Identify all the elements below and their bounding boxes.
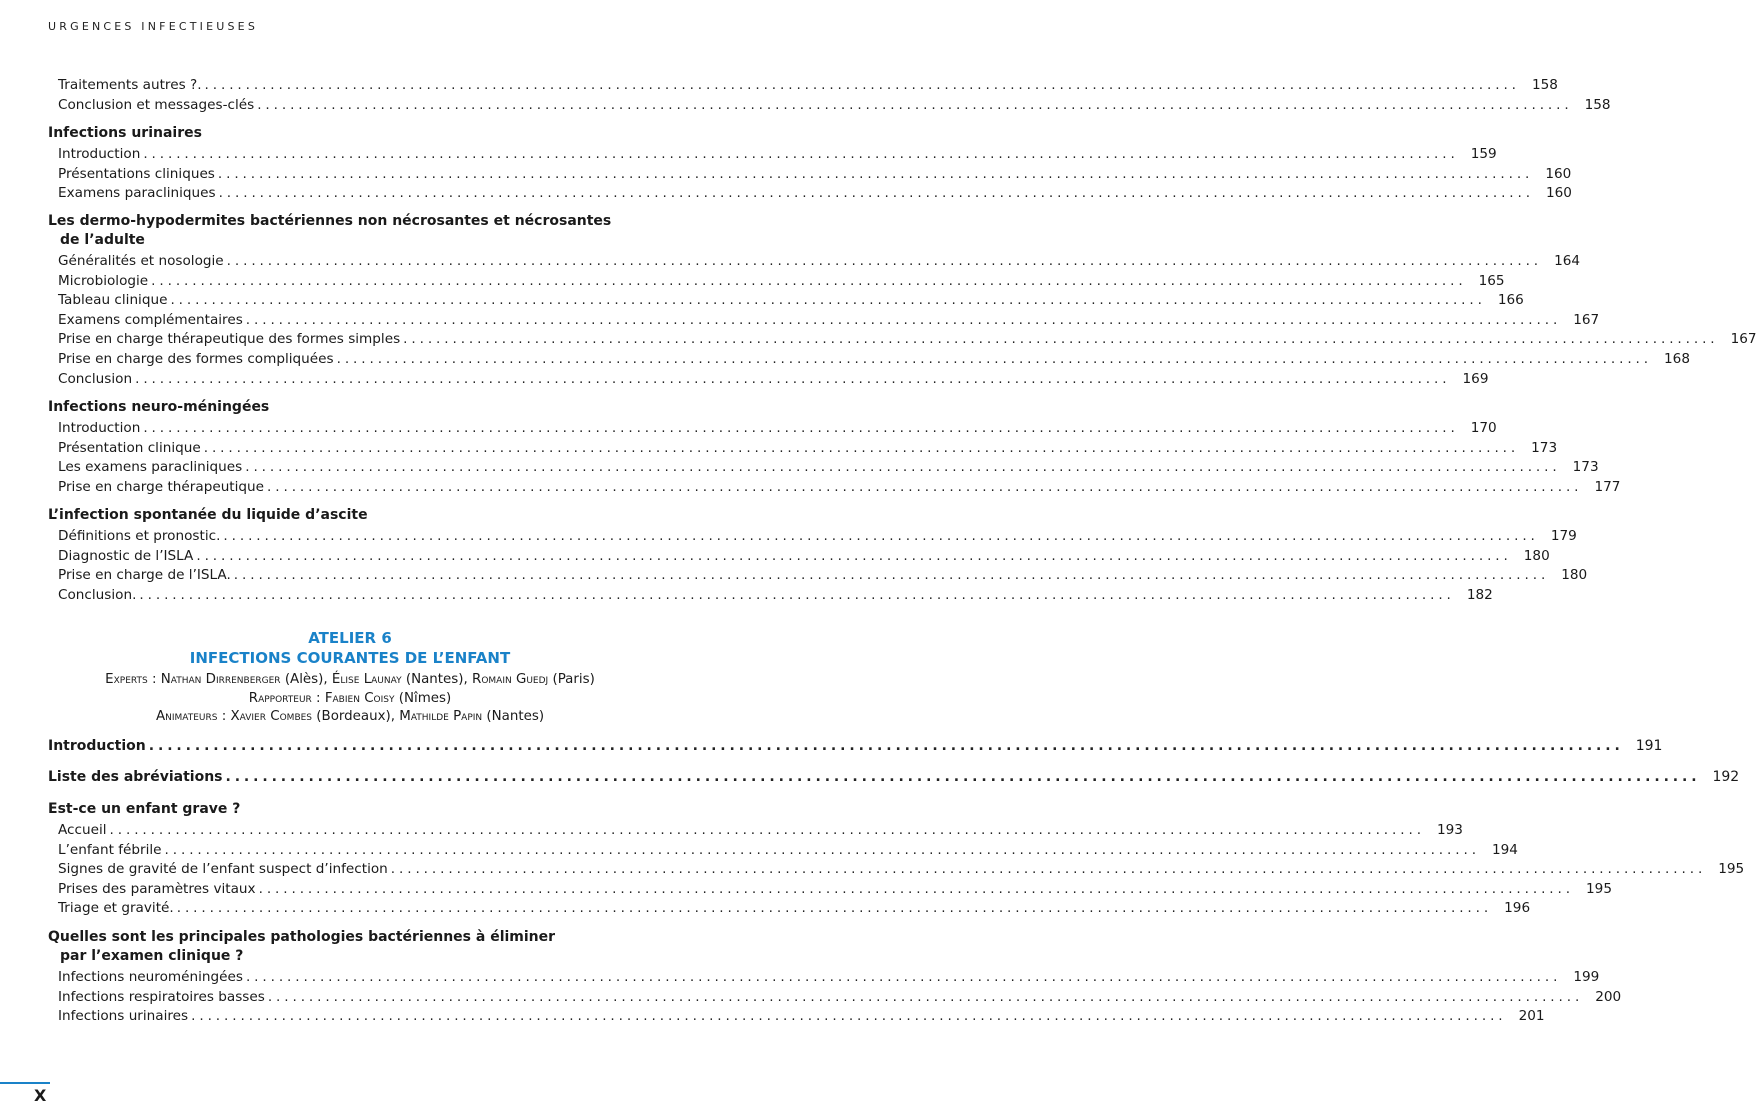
toc-entry-label: Prises des paramètres vitaux [58, 880, 256, 897]
rapporteur-line [0, 690, 700, 709]
leader-dots: ................................................................................................................................................................ [218, 185, 1534, 202]
toc-section-infections-urinaires [48, 124, 1572, 205]
leader-dots: ................................................................................................................................................................ [257, 96, 1573, 113]
running-head: URGENCES INFECTIEUSES [48, 20, 259, 33]
toc-entry-page: 180 [1561, 567, 1588, 584]
toc-entry-page: 165 [1478, 272, 1505, 289]
toc-entry-page: 158 [1584, 96, 1611, 113]
toc-entry[interactable] [48, 547, 1550, 568]
toc-entry[interactable] [48, 439, 1558, 460]
toc-entry-label: Prise en charge des formes compliquées [58, 350, 334, 367]
expert-place: (Alès), [284, 672, 328, 687]
leader-dots: ................................................................................................................................................................ [245, 311, 1562, 328]
toc-section-dermo-hypodermites [48, 212, 1757, 390]
rapporteur-place: (Nîmes) [398, 690, 452, 706]
expert-name: Élise Launay [331, 672, 402, 687]
toc-entry[interactable] [48, 822, 1463, 842]
leader-dots: ................................................................................................................................................................ [390, 861, 1707, 878]
toc-entry[interactable] [48, 311, 1600, 332]
toc-section-introduction [48, 738, 1663, 758]
toc-entry[interactable] [48, 185, 1572, 205]
toc-entry-label: Microbiologie [58, 272, 149, 289]
toc-entry-page: 177 [1594, 478, 1621, 495]
toc-entry-page: 201 [1518, 1008, 1545, 1025]
rapporteur-name: Fabien Coisy [324, 690, 395, 706]
expert-name: Nathan Dirrenberger [160, 672, 281, 687]
toc-entry[interactable] [48, 420, 1497, 440]
toc-entry-label: Généralités et nosologie [58, 253, 224, 269]
toc-entry-label: Infections neuroméningées [58, 969, 243, 985]
toc-entry-page: 164 [1554, 253, 1581, 269]
toc-entry[interactable] [48, 272, 1505, 293]
toc-entry-label: Traitements autres ?. [58, 77, 202, 93]
toc-entry-page: 159 [1470, 146, 1497, 162]
expert-place: (Paris) [552, 672, 595, 687]
leader-dots: ................................................................................................................................................................ [245, 969, 1562, 985]
section-title-text: Les dermo-hypodermites bactériennes non nécrosantes et nécrosantes [48, 213, 612, 229]
toc-section-isla [48, 506, 1588, 606]
toc-entry-label: Conclusion. [58, 586, 137, 603]
toc-section-neuro-meningees [48, 398, 1621, 498]
leader-dots: ................................................................................................................................................................ [176, 900, 1493, 917]
leader-dots: ................................................................................................................................................................ [223, 528, 1539, 544]
leader-dots: ................................................................................................................................................................ [135, 370, 1451, 387]
toc-entry-page: 169 [1462, 370, 1489, 387]
expert-place: (Nantes), [405, 672, 468, 687]
toc-entry[interactable] [48, 459, 1599, 479]
atelier-heading [0, 628, 700, 727]
toc-entry[interactable] [48, 900, 1531, 920]
toc-entry-label: Définitions et pronostic. [58, 528, 221, 544]
leader-dots: ................................................................................................................................................................ [143, 420, 1459, 436]
section-title[interactable] [48, 212, 650, 250]
toc-entry[interactable] [48, 861, 1745, 881]
toc-entry[interactable] [48, 253, 1581, 273]
experts-label: Experts : [105, 672, 157, 687]
toc-entry-label: Accueil [58, 822, 107, 838]
page-folio: X [34, 1086, 47, 1105]
expert-name: Romain Guedj [472, 672, 549, 687]
toc-entry-page: 191 [1635, 738, 1663, 754]
toc-section-pathologies-bacteriennes [48, 928, 1622, 1028]
leader-dots: ................................................................................................................................................................ [204, 77, 1520, 93]
toc-entry-page: 180 [1523, 547, 1550, 564]
toc-entry[interactable] [48, 478, 1621, 499]
leader-dots: ................................................................................................................................................................ [233, 567, 1550, 584]
toc-section-enfant-grave [48, 800, 1745, 920]
animateurs-label: Animateurs : [155, 709, 227, 724]
toc-entry-label: Conclusion [58, 370, 133, 387]
toc-entry-page: 194 [1491, 841, 1518, 858]
animateur-place: (Bordeaux), [316, 709, 396, 724]
toc-entry[interactable] [48, 370, 1489, 391]
toc-entry-label: Infections respiratoires basses [58, 988, 265, 1005]
leader-dots: ................................................................................................................................................................ [203, 439, 1520, 456]
section-title[interactable]: Infections neuro-méningées [48, 399, 270, 415]
toc-entry[interactable] [48, 350, 1690, 371]
toc-entry-page: 173 [1572, 459, 1599, 476]
leader-dots: ................................................................................................................................................................ [245, 459, 1561, 476]
animateurs-line [0, 708, 700, 727]
toc-section-continued [48, 77, 1611, 116]
toc-entry-page: 195 [1718, 861, 1745, 878]
animateur-name: Xavier Combes [230, 709, 313, 724]
toc-entry-label: Examens complémentaires [58, 311, 243, 328]
toc-entry-label: Introduction [58, 146, 141, 162]
toc-entry-page: 179 [1550, 528, 1577, 544]
toc-section-abreviations [48, 769, 1740, 789]
leader-dots: ................................................................................................................................................................ [191, 1008, 1507, 1025]
toc-entry-label: Examens paracliniques [58, 185, 216, 202]
atelier-credits [0, 671, 700, 727]
toc-entry-label: Diagnostic de l’ISLA [58, 547, 194, 564]
toc-entry[interactable] [48, 841, 1518, 862]
toc-entry-label: Prise en charge de l’ISLA. [58, 567, 231, 584]
toc-entry-label: Liste des abréviations [48, 769, 223, 785]
toc-entry-page: 199 [1573, 969, 1600, 985]
section-title[interactable]: Infections urinaires [48, 125, 202, 141]
leader-dots: ................................................................................................................................................................ [143, 146, 1459, 162]
atelier-number: ATELIER 6 [308, 629, 392, 647]
experts-line [0, 671, 700, 690]
toc-entry[interactable] [48, 77, 1558, 97]
toc-entry-bold[interactable] [48, 769, 1740, 789]
toc-entry-page: 168 [1664, 350, 1690, 367]
leader-dots: ................................................................................................................................................................ [170, 292, 1486, 309]
section-title[interactable]: Est-ce un enfant grave ? [48, 801, 241, 817]
toc-entry-page: 160 [1545, 165, 1572, 182]
section-title-continuation: de l’adulte [60, 232, 145, 248]
toc-entry[interactable] [48, 292, 1524, 312]
toc-entry-label: Prise en charge thérapeutique [58, 478, 265, 495]
toc-entry[interactable] [48, 146, 1497, 166]
animateur-name: Mathilde Papin [399, 709, 483, 724]
leader-dots: ................................................................................................................................................................ [151, 272, 1467, 289]
toc-entry-label: Conclusion et messages-clés [58, 96, 255, 113]
toc-entry[interactable] [48, 96, 1611, 117]
toc-entry-label: Présentation clinique [58, 439, 201, 456]
footer-rule [0, 1082, 50, 1084]
section-title-continuation: par l’examen clinique ? [60, 948, 244, 964]
toc-entry-page: 167 [1573, 311, 1600, 328]
leader-dots: ................................................................................................................................................................ [267, 478, 1583, 495]
leader-dots: ................................................................................................................................................................ [196, 547, 1512, 564]
toc-entry-page: 192 [1712, 769, 1740, 785]
toc-entry-label: Triage et gravité. [58, 900, 174, 917]
toc-entry-page: 195 [1586, 880, 1612, 897]
toc-entry-label: Signes de gravité de l’enfant suspect d’infection [58, 861, 388, 878]
toc-entry[interactable] [48, 969, 1600, 989]
toc-entry-label: Prise en charge thérapeutique des formes simples [58, 331, 401, 348]
animateur-place: (Nantes) [486, 709, 545, 724]
toc-entry[interactable] [48, 528, 1577, 548]
toc-entry-page: 200 [1595, 988, 1622, 1005]
toc-entry-label: Présentations cliniques [58, 165, 215, 182]
toc-entry-page: 182 [1466, 586, 1493, 603]
toc-entry-label: Introduction [58, 420, 141, 436]
toc-entry-page: 160 [1546, 185, 1572, 202]
toc-entry-page: 170 [1470, 420, 1497, 436]
leader-dots: ................................................................................................................................................................ [267, 988, 1584, 1005]
leader-dots: ................................................................................................................................................................ [336, 350, 1652, 367]
leader-dots: ................................................................................................................................................................ [225, 769, 1701, 785]
rapporteur-label: Rapporteur : [248, 690, 321, 706]
leader-dots: ................................................................................................................................................................ [226, 253, 1543, 269]
toc-entry[interactable] [48, 880, 1612, 901]
toc-entry-label: Les examens paracliniques [58, 459, 243, 476]
leader-dots: ................................................................................................................................................................ [403, 331, 1719, 348]
leader-dots: ................................................................................................................................................................ [139, 586, 1455, 603]
section-title-text: Quelles sont les principales pathologies bactériennes à éliminer [48, 929, 556, 945]
leader-dots: ................................................................................................................................................................ [164, 841, 1480, 858]
toc-entry-label: Tableau clinique [58, 292, 168, 309]
toc-entry-label: Infections urinaires [58, 1008, 189, 1025]
toc-entry-label: Introduction [48, 738, 146, 754]
toc-entry-label: L’enfant fébrile [58, 841, 162, 858]
toc-entry[interactable] [48, 1008, 1545, 1028]
toc-entry[interactable] [48, 567, 1588, 587]
section-title[interactable]: L’infection spontanée du liquide d’ascite [48, 507, 368, 523]
leader-dots: ................................................................................................................................................................ [217, 165, 1534, 182]
toc-entry[interactable] [48, 165, 1572, 186]
toc-entry-page: 158 [1531, 77, 1558, 93]
leader-dots: ................................................................................................................................................................ [258, 880, 1574, 897]
leader-dots: ................................................................................................................................................................ [109, 822, 1425, 838]
toc-entry-page: 193 [1436, 822, 1463, 838]
toc-entry[interactable] [48, 586, 1493, 607]
toc-entry-bold[interactable] [48, 738, 1663, 758]
toc-entry-page: 166 [1497, 292, 1524, 309]
toc-entry[interactable] [48, 988, 1622, 1009]
toc-entry-page: 196 [1504, 900, 1531, 917]
atelier-title: INFECTIONS COURANTES DE L’ENFANT [189, 649, 511, 667]
section-title[interactable] [48, 928, 650, 966]
toc-entry[interactable] [48, 331, 1757, 351]
leader-dots: ................................................................................................................................................................ [148, 738, 1624, 754]
toc-entry-page: 173 [1531, 439, 1558, 456]
toc-entry-page: 167 [1730, 331, 1757, 348]
